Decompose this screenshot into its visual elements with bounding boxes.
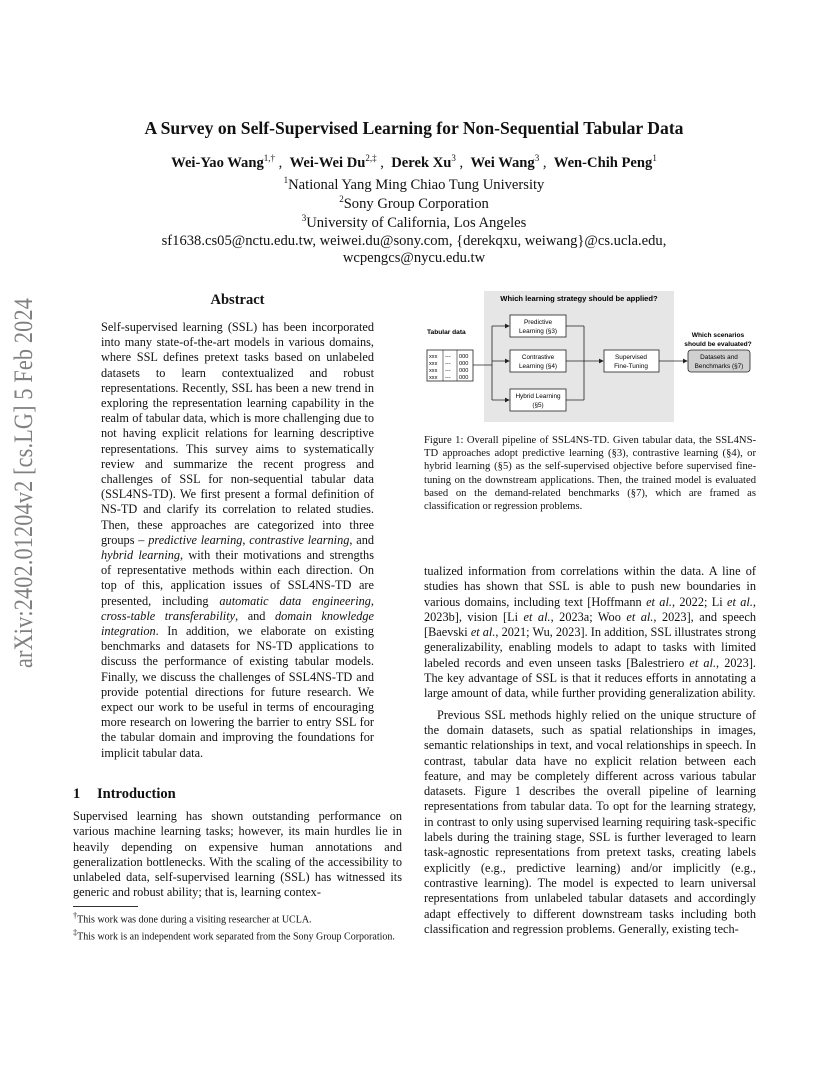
footnote: †This work was done during a visiting researcher at UCLA. xyxy=(73,911,312,926)
author-name: Wei Wang xyxy=(470,154,535,171)
strategy-question: Which learning strategy should be applied? xyxy=(500,294,658,303)
svg-text:000: 000 xyxy=(459,354,469,360)
body-paragraph: tualized information from correlations within the data. A line of studies has shown that SSL is able to push new boundaries in various domains, including text [Hoffmann et al., 2022; Li et al., 2023b], vision [Li et al., 2023a; Woo et al., 2023], and speech [Baevski et al., 2021; Wu, 2023]. In addition, SSL illustrates strong generalizability, enabling models to adapt to tasks with limited labeled records and even unseen tasks [Balestriero et al., 2023]. The key advantage of SSL is that it reduces efforts in annotating a large amount of data, while further providing generalization ability. xyxy=(424,564,756,701)
abstract-heading: Abstract xyxy=(210,292,265,308)
author-name: Wen-Chih Peng xyxy=(553,154,653,171)
footnote: ‡This work is an independent work separated from the Sony Group Corporation. xyxy=(73,927,395,943)
svg-text:xxx: xxx xyxy=(429,361,438,367)
right-column-body xyxy=(424,564,756,937)
svg-text:(§5): (§5) xyxy=(532,402,544,409)
contrastive-learning-box xyxy=(510,350,566,372)
svg-text:xxx: xxx xyxy=(429,368,438,374)
scenario-question: should be evaluated? xyxy=(684,341,752,348)
emails-line-2: wcpengcs@nycu.edu.tw xyxy=(342,250,486,266)
footnotes xyxy=(73,910,402,943)
arxiv-identifier-stamp xyxy=(2,296,42,670)
author-superscript: 1 xyxy=(652,153,657,163)
svg-text:Contrastive: Contrastive xyxy=(521,354,555,361)
svg-text:Learning (§3): Learning (§3) xyxy=(518,328,558,335)
emails-line-1: sf1638.cs05@nctu.edu.tw, weiwei.du@sony.com, {derekqxu, weiwang}@cs.ucla.edu, xyxy=(161,233,667,249)
affiliation-1: $^1$National Yang Ming Chiao Tung University xyxy=(283,175,545,193)
tabular-data-table xyxy=(427,350,473,381)
svg-text:xxx: xxx xyxy=(429,354,438,360)
svg-text:---: --- xyxy=(445,361,451,367)
author-superscript: 1,† xyxy=(263,153,275,163)
svg-text:000: 000 xyxy=(459,375,469,381)
predictive-learning-box xyxy=(510,315,566,337)
paper-title: A Survey on Self-Supervised Learning for Non-Sequential Tabular Data xyxy=(144,118,684,138)
svg-text:xxx: xxx xyxy=(429,375,438,381)
svg-text:---: --- xyxy=(445,375,451,381)
author-name: Derek Xu xyxy=(391,154,452,171)
author-list: Wei-Yao Wang$^{1,\dagger}$ , Wei-Wei $Du^{2,\ddagger}$ , Derek Xu$^3$ , Wei Wang$^3$ , Wen-Chih Peng$^1$ xyxy=(171,153,657,171)
datasets-benchmarks-box xyxy=(688,350,750,372)
svg-text:000: 000 xyxy=(459,361,469,367)
author-superscript: 3 xyxy=(534,153,540,163)
introduction-body xyxy=(73,809,402,901)
svg-text:---: --- xyxy=(445,368,451,374)
author-name: Wei-Wei Du xyxy=(289,154,366,171)
intro-paragraph: Supervised learning has shown outstanding performance on various machine learning tasks; however, its main hurdles lie in heavily depending on expensive human annotations and generalization bottlenecks. With the scaling of the accessibility to unlabeled data, self-supervised learning (SSL) has witnessed its generic and robust ability; that is, learning contex- xyxy=(73,809,402,900)
affiliation-2: $^2$Sony Group Corporation xyxy=(339,194,489,212)
introduction-heading: 1 Introduction xyxy=(73,786,176,802)
svg-text:Datasets and: Datasets and xyxy=(700,354,738,361)
author-superscript: 2,‡ xyxy=(365,153,377,163)
supervised-fine-tuning-box xyxy=(604,350,659,372)
abstract-paragraph: Self-supervised learning (SSL) has been incorporated into many state-of-the-art models in various domains, where SSL defines pretext tasks based on unlabeled datasets to learn contextualized and robust representations. Recently, SSL has been a new trend in exploring the representation learning capability in the realm of tabular data, which is more challenging due to not having explicit relations for learning descriptive representations. This survey aims to systematically review and summarize the recent progress and challenges of SSL for non-sequential tabular data (SSL4NS-TD). We first present a formal definition of NS-TD and clarify its correlation to related studies. Then, these approaches are categorized into three groups – predictive learning, contrastive learning, and hybrid learning, with their motivations and strengths of representative methods within each direction. On top of this, application issues of SSL4NS-TD are presented, including automatic data engineering, cross-table transferability, and domain knowledge integration. In addition, we elaborate on existing benchmarks and datasets for NS-TD applications to discuss the performance of existing tabular models. Finally, we discuss the challenges of SSL4NS-TD and provide potential directions for future research. We expect our work to be useful in terms of encouraging more research on lowering the barrier to entry SSL for the tabular domain and improving the foundations for implicit tabular data. xyxy=(101,320,374,760)
abstract-body xyxy=(101,320,374,761)
svg-text:Learning (§4): Learning (§4) xyxy=(518,363,558,370)
arxiv-stamp-text: arXiv:2402.01204v2 [cs.LG] 5 Feb 2024 xyxy=(9,296,38,668)
author-superscript: 3 xyxy=(451,153,456,163)
svg-text:000: 000 xyxy=(459,368,469,374)
affiliation-3: $^3$University of California, Los Angeles xyxy=(301,213,527,231)
svg-text:Benchmarks (§7): Benchmarks (§7) xyxy=(694,363,744,370)
figure-1-caption: Figure 1: Overall pipeline of SSL4NS-TD. Given tabular data, the SSL4NS-TD approaches adopt predictive learning (§3), contrastive learning (§4), or hybrid learning (§5) as the self-supervised objective before supervised fine-tuning on the downstream applications. Then, the trained model is evaluated based on the demand-related benchmarks (§7), which are framed as classification or regression problems. xyxy=(424,435,756,513)
svg-text:Hybrid Learning: Hybrid Learning xyxy=(515,393,561,400)
svg-text:Supervised: Supervised xyxy=(615,354,647,361)
author-name: Wei-Yao Wang xyxy=(171,154,264,171)
svg-text:---: --- xyxy=(445,354,451,360)
figure-1-pipeline-diagram xyxy=(424,288,758,426)
tabular-data-label: Tabular data xyxy=(427,329,466,336)
scenario-question: Which scenarios xyxy=(691,332,745,339)
footnote-rule xyxy=(73,906,138,907)
svg-text:Fine-Tuning: Fine-Tuning xyxy=(614,363,648,370)
body-paragraph: Previous SSL methods highly relied on the unique structure of the domain datasets, such as spatial relationships in images, semantic relationships in text, and vocal relationships in speech. In contrast, tabular data have no explicit relation between each feature, and may be completely different across various tabular datasets. Figure 1 describes the overall pipeline of learning representations from tabular data. To opt for the learning strategy, in contrast to only using supervised learning requiring task-specific labels during the training stage, SSL is further leveraged to learn task-agnostic representations from pretext tasks, creating labels explicitly (e.g., predictive learning) and/or implicitly (e.g., contrastive learning). The model is expected to learn universal representations from unlabeled tabular datasets and accordingly adapt effectively to different downstream tasks including both classification and regression problems. Generally, existing tech- xyxy=(424,707,756,936)
svg-text:Predictive: Predictive xyxy=(523,319,553,326)
hybrid-learning-box xyxy=(510,389,566,411)
